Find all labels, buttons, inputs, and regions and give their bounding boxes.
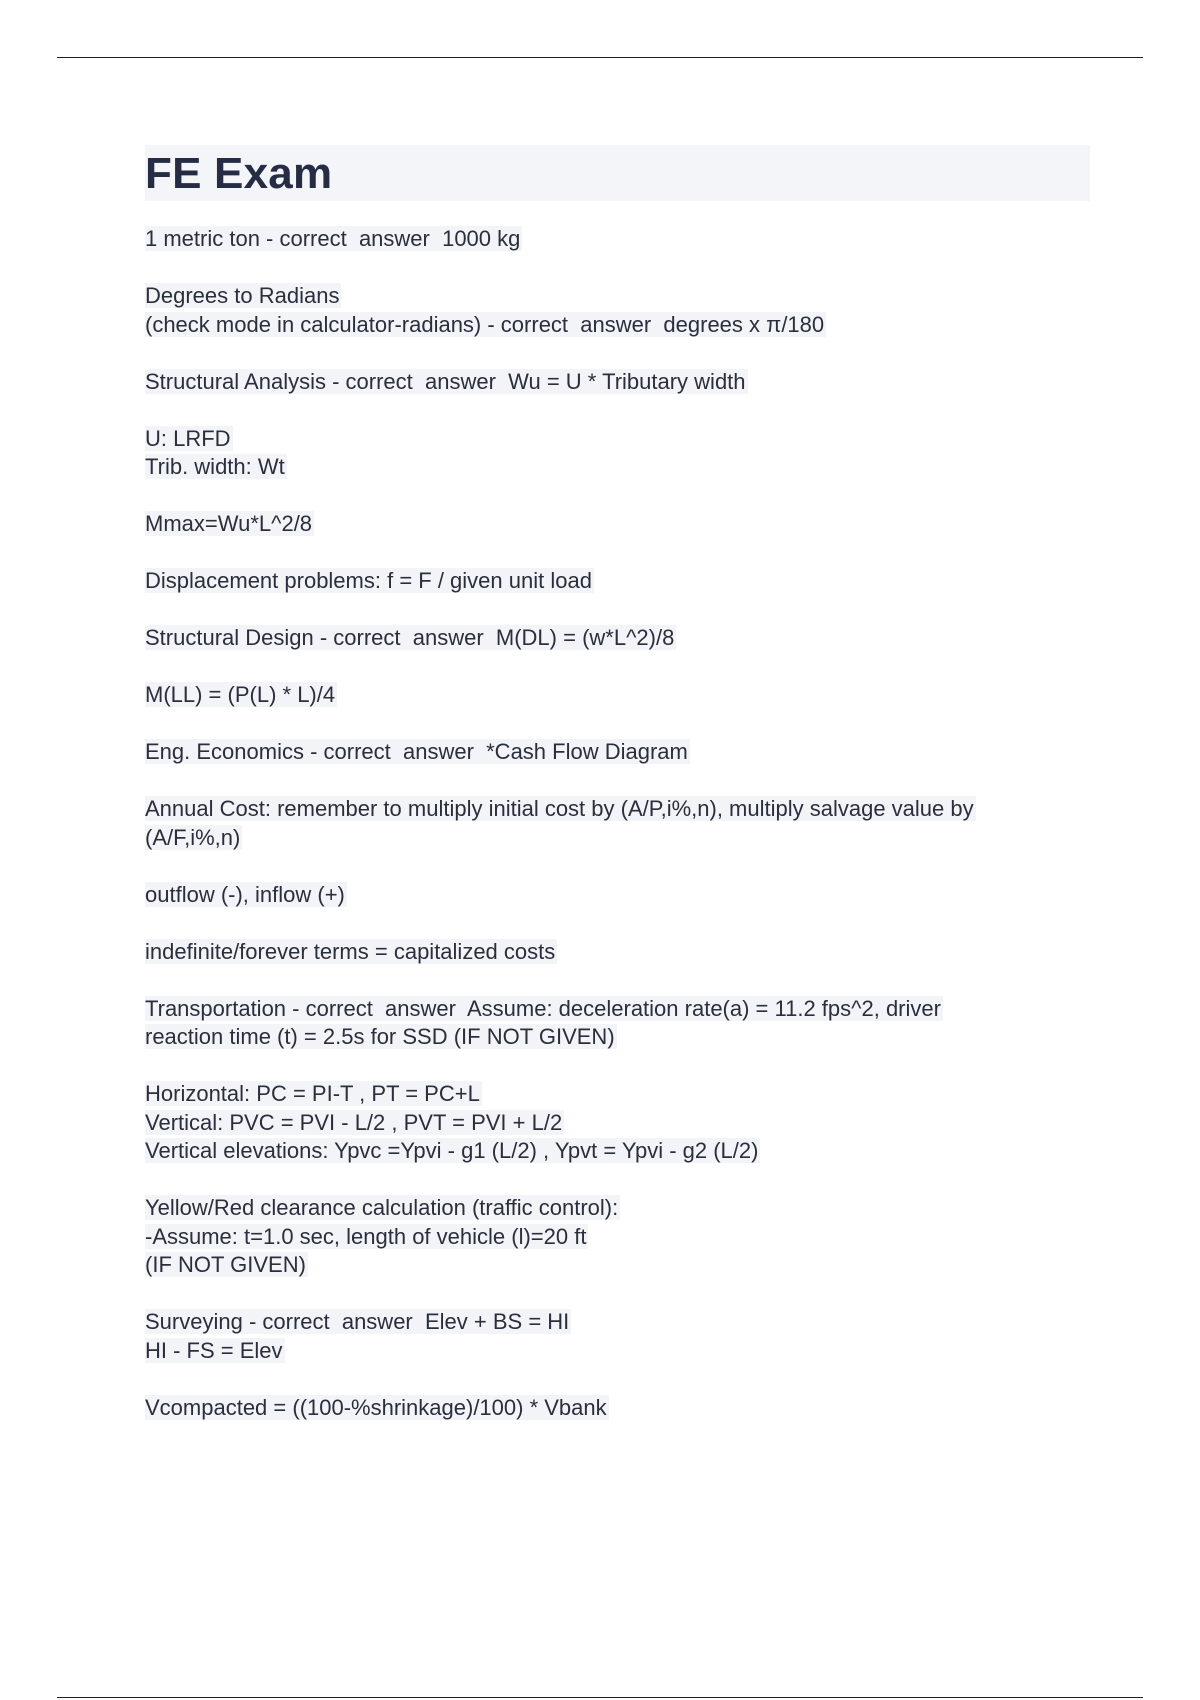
text-line [145,453,1090,482]
text-line-content: (A/F,i%,n) [145,824,241,850]
paragraph [145,881,1090,910]
text-line [145,282,1090,311]
text-line-content: (IF NOT GIVEN) [145,1252,306,1277]
text-line-content: Vertical elevations: Ypvc =Ypvi - g1 (L/2) , Ypvt = Ypvi - g2 (L/2) [145,1138,759,1163]
text-line [145,225,1090,254]
paragraph [145,1194,1090,1280]
text-line-content: Trib. width: Wt [145,454,285,479]
text-line-content: Vcompacted = ((100-%shrinkage)/100) * Vbank [145,1394,607,1420]
text-line-content: 1 metric ton - correct answer 1000 kg [145,226,521,251]
text-line [145,1023,1090,1052]
text-line [145,1137,1090,1166]
title-band [145,145,1090,201]
paragraph [145,425,1090,482]
paragraph [145,368,1090,397]
text-line [145,510,1090,539]
page-title: FE Exam [145,149,333,198]
text-line-content: U: LRFD [145,425,231,451]
text-line-content: reaction time (t) = 2.5s for SSD (IF NOT GIVEN) [145,1024,615,1049]
text-line-content: Transportation - correct answer Assume: deceleration rate(a) = 11.2 fps^2, driver [145,995,941,1021]
text-line [145,795,1090,824]
text-line-content: Eng. Economics - correct answer *Cash Flow Diagram [145,739,688,764]
text-line [145,425,1090,454]
text-line [145,1337,1090,1366]
text-line [145,1223,1090,1252]
paragraph [145,624,1090,653]
text-line-content: outflow (-), inflow (+) [145,881,345,907]
text-line-content: Mmax=Wu*L^2/8 [145,511,313,536]
paragraph [145,1080,1090,1166]
text-line-content: Displacement problems: f = F / given unit load [145,568,592,593]
text-line [145,824,1090,853]
text-line-content: Annual Cost: remember to multiply initial cost by (A/P,i%,n), multiply salvage value by [145,796,974,821]
text-line [145,624,1090,653]
text-line-content: Structural Design - correct answer M(DL) = (w*L^2)/8 [145,625,675,650]
paragraph-list [145,225,1090,1422]
paragraph [145,995,1090,1052]
text-line-content: Horizontal: PC = PI-T , PT = PC+L [145,1081,480,1106]
text-line-content: Structural Analysis - correct answer Wu = U * Tributary width [145,368,746,394]
document-body [145,145,1090,1451]
top-rule [57,57,1143,58]
text-line [145,567,1090,596]
text-line [145,1308,1090,1337]
text-line-content: -Assume: t=1.0 sec, length of vehicle (l)=20 ft [145,1223,587,1249]
text-line-content: (check mode in calculator-radians) - correct answer degrees x π/180 [145,311,825,337]
text-line [145,1251,1090,1280]
paragraph [145,795,1090,852]
text-line [145,368,1090,397]
paragraph [145,510,1090,539]
paragraph [145,738,1090,767]
paragraph [145,1308,1090,1365]
paragraph [145,282,1090,339]
text-line-content: M(LL) = (P(L) * L)/4 [145,682,336,707]
text-line-content: Yellow/Red clearance calculation (traffic control): [145,1195,619,1220]
text-line [145,1080,1090,1109]
paragraph [145,225,1090,254]
text-line [145,881,1090,910]
text-line [145,1109,1090,1138]
text-line [145,938,1090,967]
paragraph [145,1394,1090,1423]
text-line [145,1394,1090,1423]
text-line-content: HI - FS = Elev [145,1337,283,1363]
paragraph [145,567,1090,596]
text-line [145,738,1090,767]
text-line-content: Surveying - correct answer Elev + BS = HI [145,1309,570,1334]
text-line-content: indefinite/forever terms = capitalized costs [145,938,556,964]
text-line-content: Vertical: PVC = PVI - L/2 , PVT = PVI + L/2 [145,1109,563,1135]
text-line-content: Degrees to Radians [145,283,340,308]
paragraph [145,938,1090,967]
bottom-rule [57,1697,1143,1698]
text-line [145,311,1090,340]
text-line [145,1194,1090,1223]
text-line [145,681,1090,710]
paragraph [145,681,1090,710]
text-line [145,995,1090,1024]
